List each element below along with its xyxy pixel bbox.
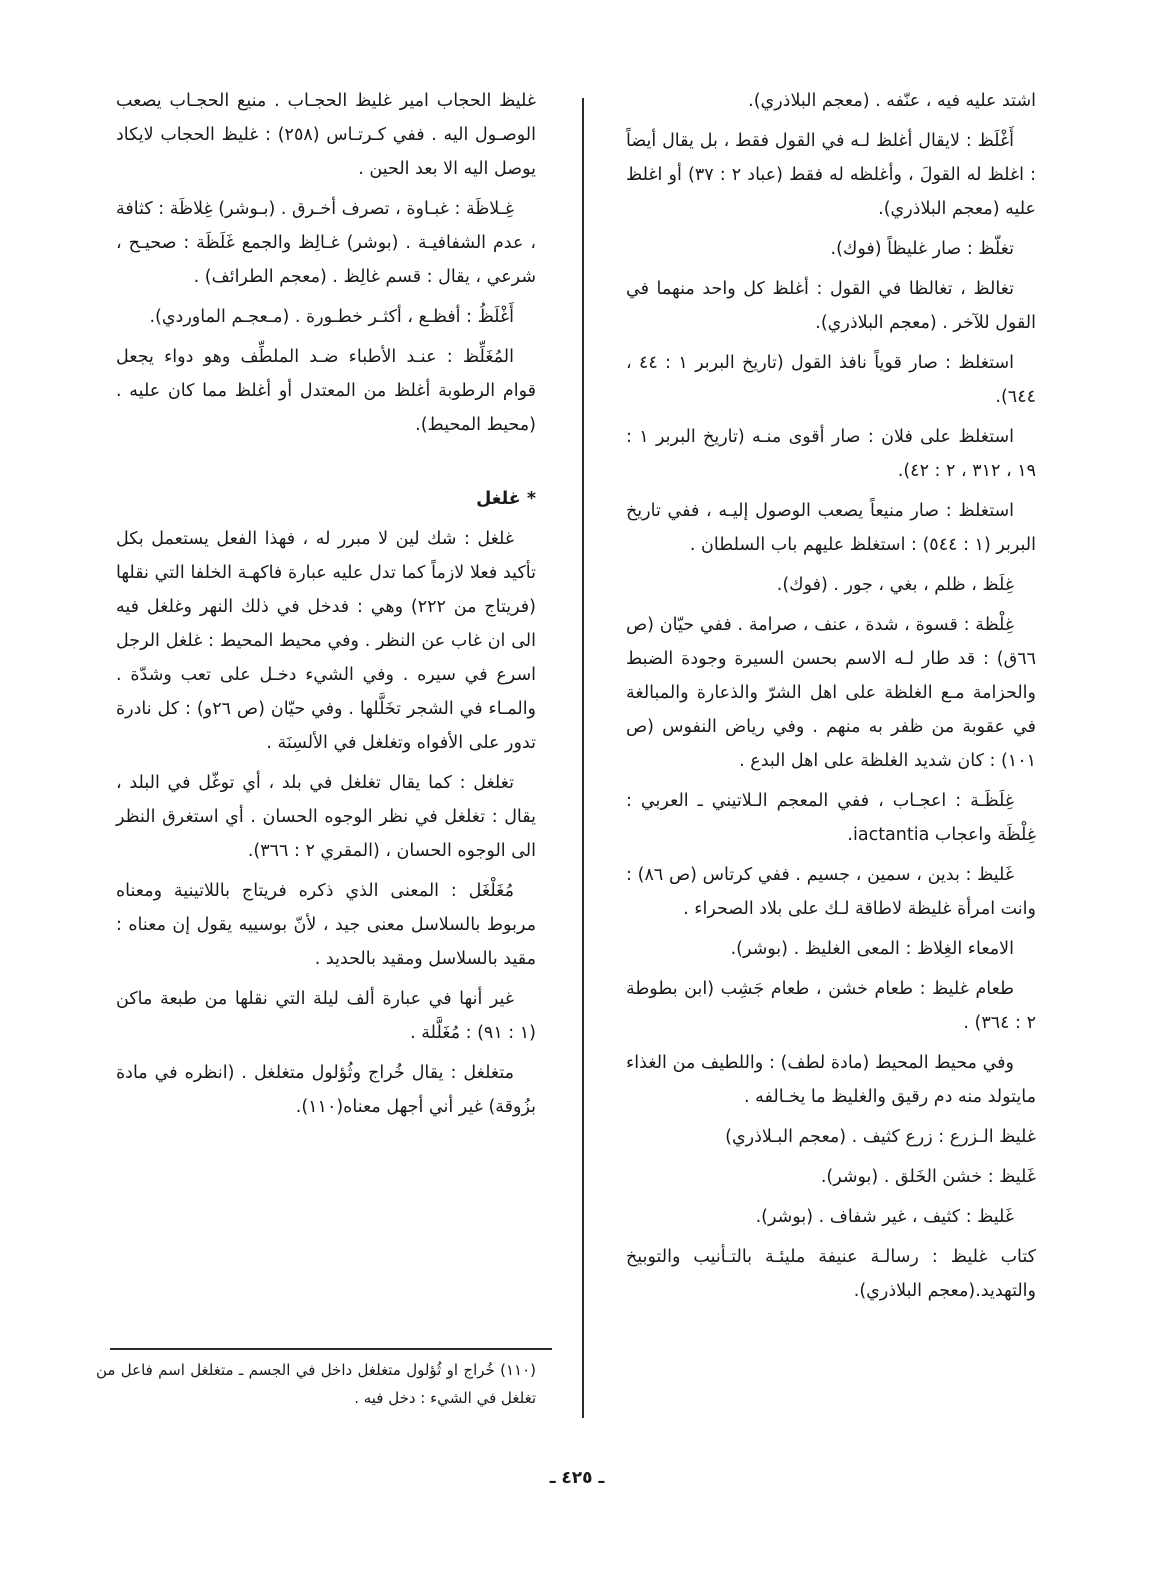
entry-paragraph: كتاب غليظ : رسالـة عنيفة مليئـة بالتـأنيب والتوبيخ والتهديد.(معجم البلاذري). [626,1247,1036,1301]
entry-paragraph: استغلظ على فلان : صار أقوى منـه (تاريخ البربر ١ : ١٩ ، ٣١٢ ، ٢ : ٤٢). [626,427,1036,481]
entry-paragraph: طعام غليظ : طعام خشن ، طعام جَشِب (ابن بطوطة ٢ : ٣٦٤) . [626,979,1036,1033]
entry-paragraph: اشتد عليه فيه ، عنّفه . (معجم البلاذري). [748,91,1036,111]
section-heading: * غلغل [476,489,536,509]
entry-paragraph: غِلَظ ، ظلم ، بغي ، جور . (فوك). [776,575,1014,595]
entry-paragraph: غليظ الـزرع : زرع كثيف . (معجم البـلاذري) [725,1127,1036,1147]
right-column [626,84,1036,1314]
page-number: ـ ٤٢٥ ـ [549,1468,605,1488]
entry-paragraph: تغالظ ، تغالظا في القول : أغلظ كل واحد منهما في القول للآخر . (معجم البلاذري). [626,279,1036,333]
entry-paragraph: غلغل : شك لين لا مبرر له ، فهذا الفعل يستعمل بكل تأكيد فعلا لازماً كما تدل عليه عبارة فاكهـة الخلفا التي نقلها (فريتاج من ٢٢٢) وهي : فدخل في ذلك النهر وغلغل فيه الى ان غاب عن النظر . وفي محيط المحيط : غلغل الرجل اسرع في سيره . وفي الشيء دخـل على تعب وشدّة . والمـاء في الشجر تخَلَّلها . وفي حيّان (ص ٢٦و) : كل نادرة تدور على الأفواه وتغلغل في الألسِنَة . [116,529,537,753]
entry-paragraph: غَليظ : بدين ، سمين ، جسيم . ففي كرتاس (ص ٨٦) : وانت امرأة غليظة لاطاقة لـك على بلاد الصحراء . [626,865,1036,919]
entry-paragraph: مُغَلْغَل : المعنى الذي ذكره فريتاج باللاتينية ومعناه مربوط بالسلاسل معنى جيد ، لأنّ بوسييه يقول إن معناه : مقيد بالسلاسل ومقيد بالحديد . [116,881,536,969]
left-column [116,84,536,1130]
entry-paragraph: استغلظ : صار منيعاً يصعب الوصول إليـه ، ففي تاريخ البربر (١ : ٥٤٤) : استغلظ عليهم باب السلطان . [626,501,1036,555]
footnote-area [96,1356,536,1412]
entry-paragraph: تغلّظ : صار غليظاً (فوك). [830,239,1014,259]
entry-paragraph: غِـلاظَة : غبـاوة ، تصرف أخـرق . (بـوشر) غِلاظَة : كثافة ، عدم الشفافيـة . (بوشر) غـالِظ والجمع غَلَظَة : صحيـح ، شرعي ، يقال : قسم غالِظ . (معجم الطرائف) . [116,199,536,287]
entry-paragraph: غِلَظَـة : اعجـاب ، ففي المعجم الـلاتيني ـ العربي : غِلْظَة واعجاب iactantia. [626,791,1036,845]
entry-paragraph: استغلظ : صار قوياً نافذ القول (تاريخ البربر ١ : ٤٤ ، ٦٤٤). [626,353,1036,407]
entry-paragraph: غليظ الحجاب امير غليظ الحجـاب . منيع الحجـاب يصعب الوصـول اليه . ففي كـرتـاس (٢٥٨) : غليظ الحجاب لايكاد يوصل اليه الا بعد الحين . [116,91,537,179]
footnote-text: (١١٠) خُراج او ثُؤلول متغلغل داخل في الجسم ـ متغلغل اسم فاعل من تغلغل في الشيء : دخل فيه . [96,1361,536,1407]
entry-paragraph: أَغْلَظُ : أفظـع ، أكثـر خطـورة . (مـعجـم الماوردي). [149,307,514,327]
entry-paragraph: متغلغل : يقال خُراج وثُؤلول متغلغل . (انظره في مادة بزُوقة) غير أني أجهل معناه(١١٠). [116,1063,536,1117]
entry-paragraph: المُغَلِّظ : عنـد الأطباء ضـد الملطِّف وهو دواء يجعل قوام الرطوبة أغلظ من المعتدل أو أغلظ مما كان عليه . (محيط المحيط). [116,347,536,435]
entry-paragraph: غِلْظة : قسوة ، شدة ، عنف ، صرامة . ففي حيّان (ص ٦٦ق) : قد طار لـه الاسم بحسن السيرة وجودة الضبط والحزامة مـع الغلظة على اهل الشرّ والذعارة والمبالغة في عقوبة من ظفر به منهم . وفي رياض النفوس (ص ١٠١) : كان شديد الغلظة على اهل البدع . [626,615,1036,771]
column-divider [582,98,584,1418]
entry-paragraph: أَغْلَظ : لايقال أغلظ لـه في القول فقط ، بل يقال أيضاً : اغلظ له القولَ ، وأغلظه له فقط (عباد ٢ : ٣٧) أو اغلظ عليه (معجم البلاذري). [626,131,1036,219]
entry-paragraph: غَليظ : كثيف ، غير شفاف . (بوشر). [755,1207,1014,1227]
entry-paragraph: وفي محيط المحيط (مادة لطف) : واللطيف من الغذاء مايتولد منه دم رقيق والغليظ ما يخـالفه . [626,1053,1036,1107]
footnote-divider [110,1348,552,1350]
entry-paragraph: الامعاء الغِلاظ : المعى الغليظ . (بوشر). [730,939,1014,959]
entry-paragraph: غَليظ : خشن الخَلق . (بوشر). [820,1167,1036,1187]
entry-paragraph: تغلغل : كما يقال تغلغل في بلد ، أي توغّل في البلد ، يقال : تغلغل في نظر الوجوه الحسان . أي استغرق النظر الى الوجوه الحسان ، (المقري ٢ : ٣٦٦). [116,773,536,861]
entry-paragraph: غير أنها في عبارة ألف ليلة التي نقلها من طبعة ماكن (١ : ٩١) : مُغَلَّلة . [116,989,536,1043]
